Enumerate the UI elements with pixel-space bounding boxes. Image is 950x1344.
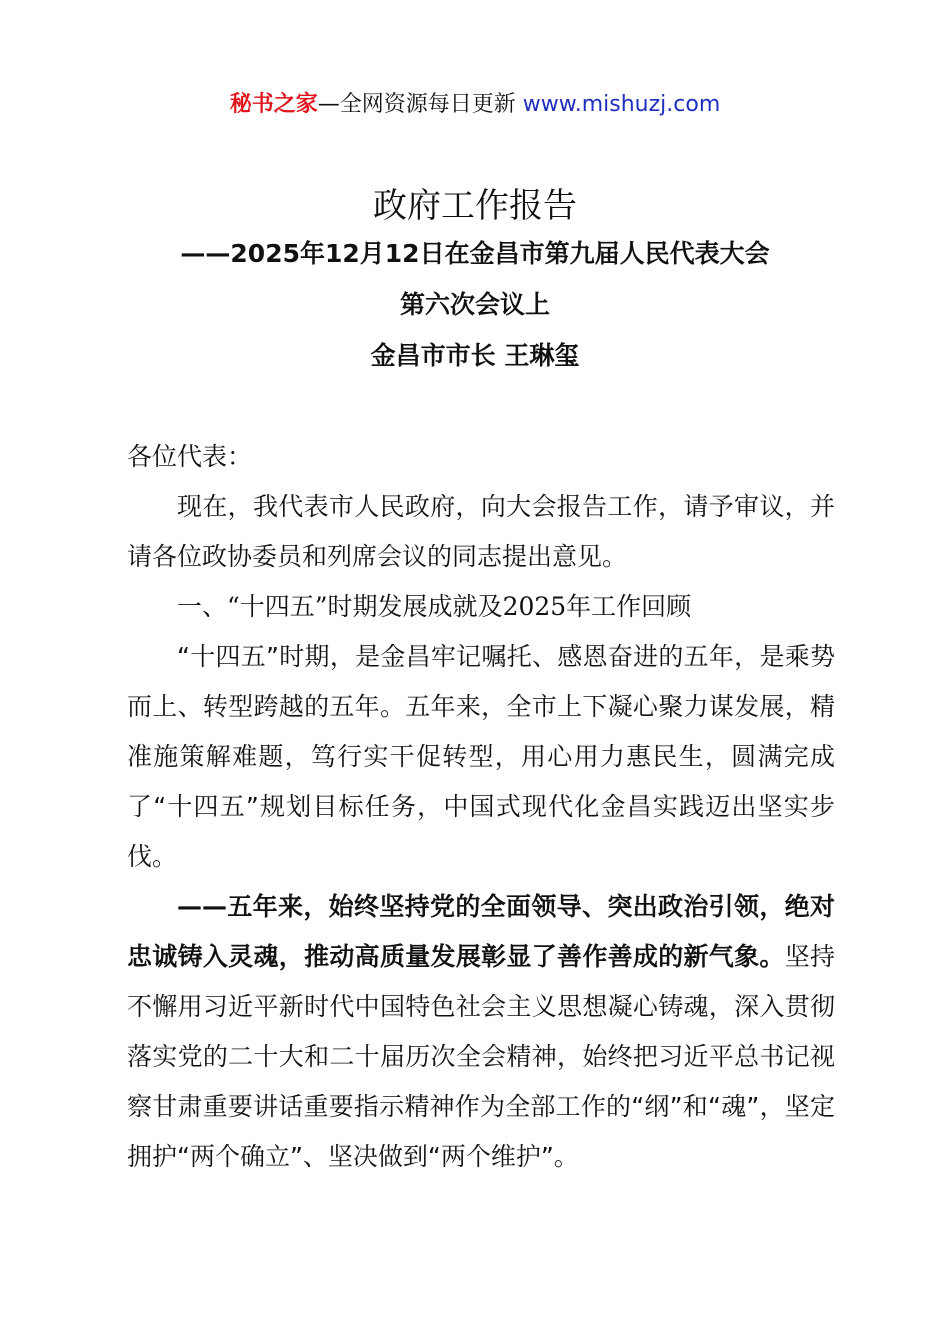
site-url-link[interactable]: www.mishuzj.com bbox=[522, 92, 721, 117]
speaker-line: 金昌市市长 王琳玺 bbox=[370, 341, 580, 370]
site-header bbox=[0, 86, 950, 124]
achievements-paragraph: “十四五”时期，是金昌牢记嘱托、感恩奋进的五年，是乘势而上、转型跨越的五年。五年来，全市上下凝心聚力谋发展，精准施策解难题，笃行实干促转型，用心用力惠民生，圆满完成了“十四五”规划目标任务，中国式现代化金昌实践迈出坚实步伐。 bbox=[127, 642, 835, 871]
report-body bbox=[127, 432, 835, 1182]
salutation: 各位代表： bbox=[127, 442, 253, 471]
leadership-text: 坚持不懈用习近平新时代中国特色社会主义思想凝心铸魂，深入贯彻落实党的二十大和二十届历次全会精神，始终把习近平总书记视察甘肃重要讲话重要指示精神作为全部工作的“纲”和“魂”，坚定拥护“两个确立”、坚决做到“两个维护”。 bbox=[127, 942, 835, 1171]
subtitle-meeting: ——2025年12月12日在金昌市第九届人民代表大会 bbox=[180, 239, 770, 268]
opening-paragraph: 现在，我代表市人民政府，向大会报告工作，请予审议，并请各位政协委员和列席会议的同志提出意见。 bbox=[127, 492, 835, 571]
subtitle-session: 第六次会议上 bbox=[399, 290, 550, 319]
leadership-paragraph bbox=[127, 882, 835, 1182]
brand-name: 秘书之家 bbox=[229, 92, 318, 117]
section-heading: 一、“十四五”时期发展成就及2025年工作回顾 bbox=[177, 592, 692, 621]
header-tagline: —全网资源每日更新 bbox=[317, 92, 516, 117]
leadership-lead: ——五年来，始终坚持党的全面领导、突出政治引领，绝对忠诚铸入灵魂，推动高质量发展彰显了善作善成的新气象。 bbox=[127, 892, 835, 971]
document-title: 政府工作报告 bbox=[373, 186, 577, 226]
